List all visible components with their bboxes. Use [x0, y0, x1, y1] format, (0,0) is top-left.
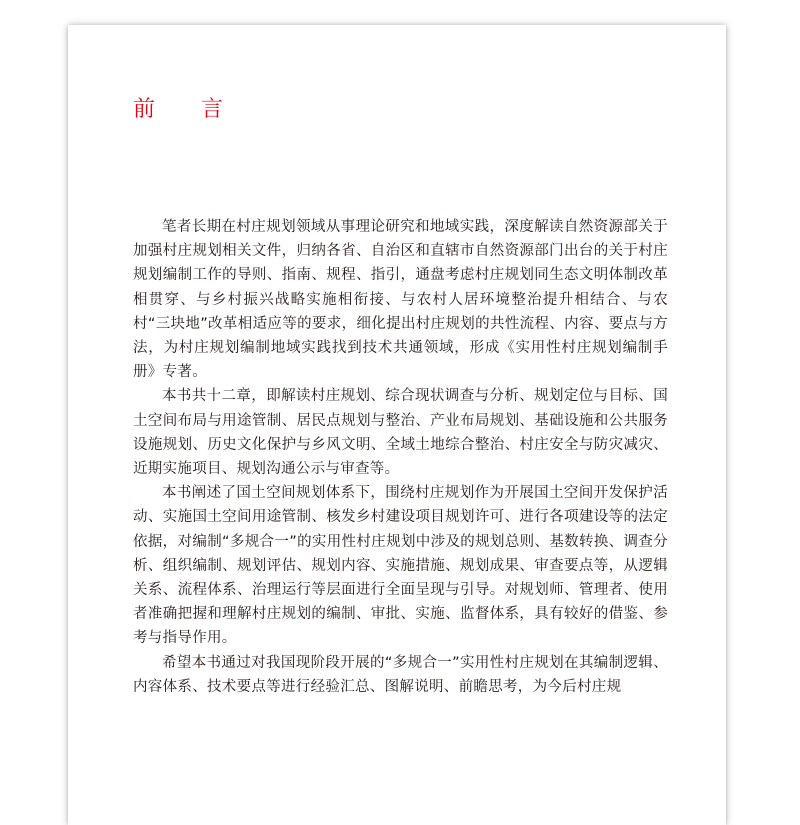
paragraph: 本书共十二章，即解读村庄规划、综合现状调查与分析、规划定位与目标、国土空间布局与用途管制、居民点规划与整治、产业布局规划、基础设施和公共服务设施规划、历史文化保护与乡风文明、全域土地综合整治、村庄安全与防灾减灾、近期实施项目、规划沟通公示与审查等。 [133, 388, 668, 478]
page-title: 前 言 [133, 97, 236, 122]
paragraph: 笔者长期在村庄规划领域从事理论研究和地域实践，深度解读自然资源部关于加强村庄规划相关文件，归纳各省、自治区和直辖市自然资源部门出台的关于村庄规划编制工作的导则、指南、规程、指引，通盘考虑村庄规划同生态文明体制改革相贯穿、与乡村振兴战略实施相衔接、与农村人居环境整治提升相结合、与农村“三块地”改革相适应等的要求，细化提出村庄规划的共性流程、内容、要点与方法，为村庄规划编制地域实践找到技术共通领域，形成《实用性村庄规划编制手册》专著。 [133, 219, 668, 381]
book-page [68, 25, 726, 825]
paragraph: 本书阐述了国土空间规划体系下，围绕村庄规划作为开展国土空间开发保护活动、实施国土空间用途管制、核发乡村建设项目规划许可、进行各项建设等的法定依据，对编制“多规合一”的实用性村庄规划中涉及的规划总则、基数转换、调查分析、组织编制、规划评估、规划内容、实施措施、规划成果、审查要点等，从逻辑关系、流程体系、治理运行等层面进行全面呈现与引导。对规划师、管理者、使用者准确把握和理解村庄规划的编制、审批、实施、监督体系，具有较好的借鉴、参考与指导作用。 [133, 485, 668, 647]
body-text [133, 215, 668, 699]
paragraph: 希望本书通过对我国现阶段开展的“多规合一”实用性村庄规划在其编制逻辑、内容体系、技术要点等进行经验汇总、图解说明、前瞻思考，为今后村庄规 [133, 654, 668, 695]
